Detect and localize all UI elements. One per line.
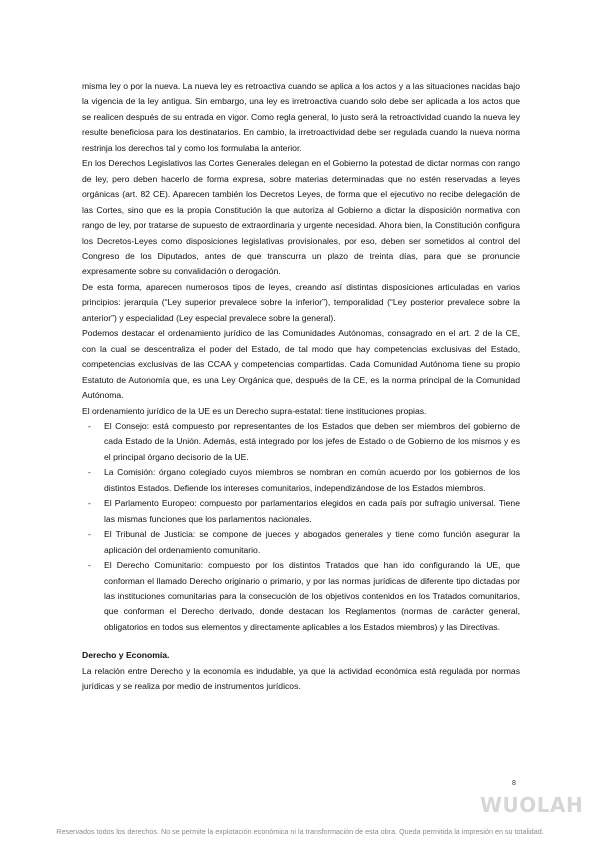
paragraph-derechos-legislativos: En los Derechos Legislativos las Cortes Generales delegan en el Gobierno la potestad de dictar normas con rango de ley, pero deben hacerlo de forma expresa, sobre materias determinadas que no estén reservadas a leyes orgánicas (art. 82 CE). Aparecen también los Decretos Leyes, de forma que el ejecutivo no recibe delegación de las Cortes, sino que es la propia Constitución la que autoriza al Gobierno a dictar la disposición normativa con rango de ley, por tratarse de supuesto de extraordinaria y urgente necesidad. Ahora bien, la Constitución configura los Decretos-Leyes como disposiciones legislativas provisionales, por eso, deben ser sometidos al control del Congreso de los Diputados, antes de que transcurra un plazo de treinta días, para que se pronuncie expresamente sobre su convalidación o derogación.	[82, 158, 520, 277]
document-body	[82, 79, 520, 695]
brand-logo: WUOLAH	[480, 793, 584, 817]
paragraph-tipos-de-leyes: De esta forma, aparecen numerosos tipos de leyes, creando así distintas disposiciones articuladas en varios principios: jerarquía (“Ley superior prevalece sobre la inferior”), temporalidad (“Ley posterior prevalece sobre la anterior”) y especialidad (Ley especial prevalece sobre la general).	[82, 281, 520, 323]
eu-institutions-list	[82, 419, 520, 635]
list-item-derecho-comunitario: - El Derecho Comunitario: compuesto por los distintos Tratados que han ido configurando la UE, que conforman el llamado Derecho originario o primario, y por las normas jurídicas de diferente tipo dictadas por las instituciones comunitarias para la consecución de los objetivos contenidos en los Tratados comunitarios, que conforman el Derecho derivado, donde destacan los Reglamentos (normas de carácter general, obligatorios en todos sus elementos y directamente aplicables a los Estados miembros) y las Directivas.	[82, 558, 520, 635]
paragraph-retroactividad: misma ley o por la nueva. La nueva ley es retroactiva cuando se aplica a los actos y a las situaciones nacidas bajo la vigencia de la ley antigua. Sin embargo, una ley es irretroactiva cuando solo debe ser aplicada a los actos que se realicen después de su entrada en vigor. Como regla general, lo justo será la retroactividad cuando la nueva ley resulte beneficiosa para los destinatarios. En cambio, la irretroactividad debe ser regulada cuando la nueva norma restrinja los derechos tal y como los formulaba la anterior.	[82, 81, 520, 153]
paragraph-comunidades-autonomas: Podemos destacar el ordenamiento jurídico de las Comunidades Autónomas, consagrado en el art. 2 de la CE, con la cual se descentraliza el poder del Estado, de tal modo que hay competencias exclusivas del Estado, competencias exclusivas de las CCAA y competencias compartidas. Cada Comunidad Autónoma tiene su propio Estatuto de Autonomía que, es una Ley Orgánica que, después de la CE, es la norma principal de la Comunidad Autónoma.	[82, 328, 520, 401]
list-item-consejo: - El Consejo: está compuesto por representantes de los Estados que deben ser miembros del gobierno de cada Estado de la Unión. Además, está integrado por los jefes de Estado o de Gobierno de los mismos y es el principal órgano decisorio de la UE.	[82, 419, 520, 465]
list-item-comision: - La Comisión: órgano colegiado cuyos miembros se nombran en común acuerdo por los gobiernos de los distintos Estados. Defiende los intereses comunitarios, independizándose de los Estados miembros.	[82, 465, 520, 496]
paragraph-ordenamiento-ue: El ordenamiento jurídico de la UE es un Derecho supra-estatal: tiene instituciones propias.	[82, 405, 427, 416]
list-item-tribunal: - El Tribunal de Justicia: se compone de jueces y abogados generales y tiene como función asegurar la aplicación del ordenamiento comunitario.	[82, 527, 520, 558]
footer-notice: Reservados todos los derechos. No se permite la explotación económica ni la transformación de esta obra. Queda permitida la impresión en su totalidad.	[56, 827, 544, 836]
paragraph-derecho-economia: La relación entre Derecho y la economía es indudable, ya que la actividad económica está regulada por normas jurídicas y se realiza por medio de instrumentos jurídicos.	[82, 665, 520, 692]
page-number: 8	[512, 780, 516, 787]
list-item-parlamento: - El Parlamento Europeo: compuesto por parlamentarios elegidos en cada país por sufragio universal. Tiene las mismas funciones que los parlamentos nacionales.	[82, 496, 520, 527]
section-heading: Derecho y Economía.	[82, 650, 170, 661]
